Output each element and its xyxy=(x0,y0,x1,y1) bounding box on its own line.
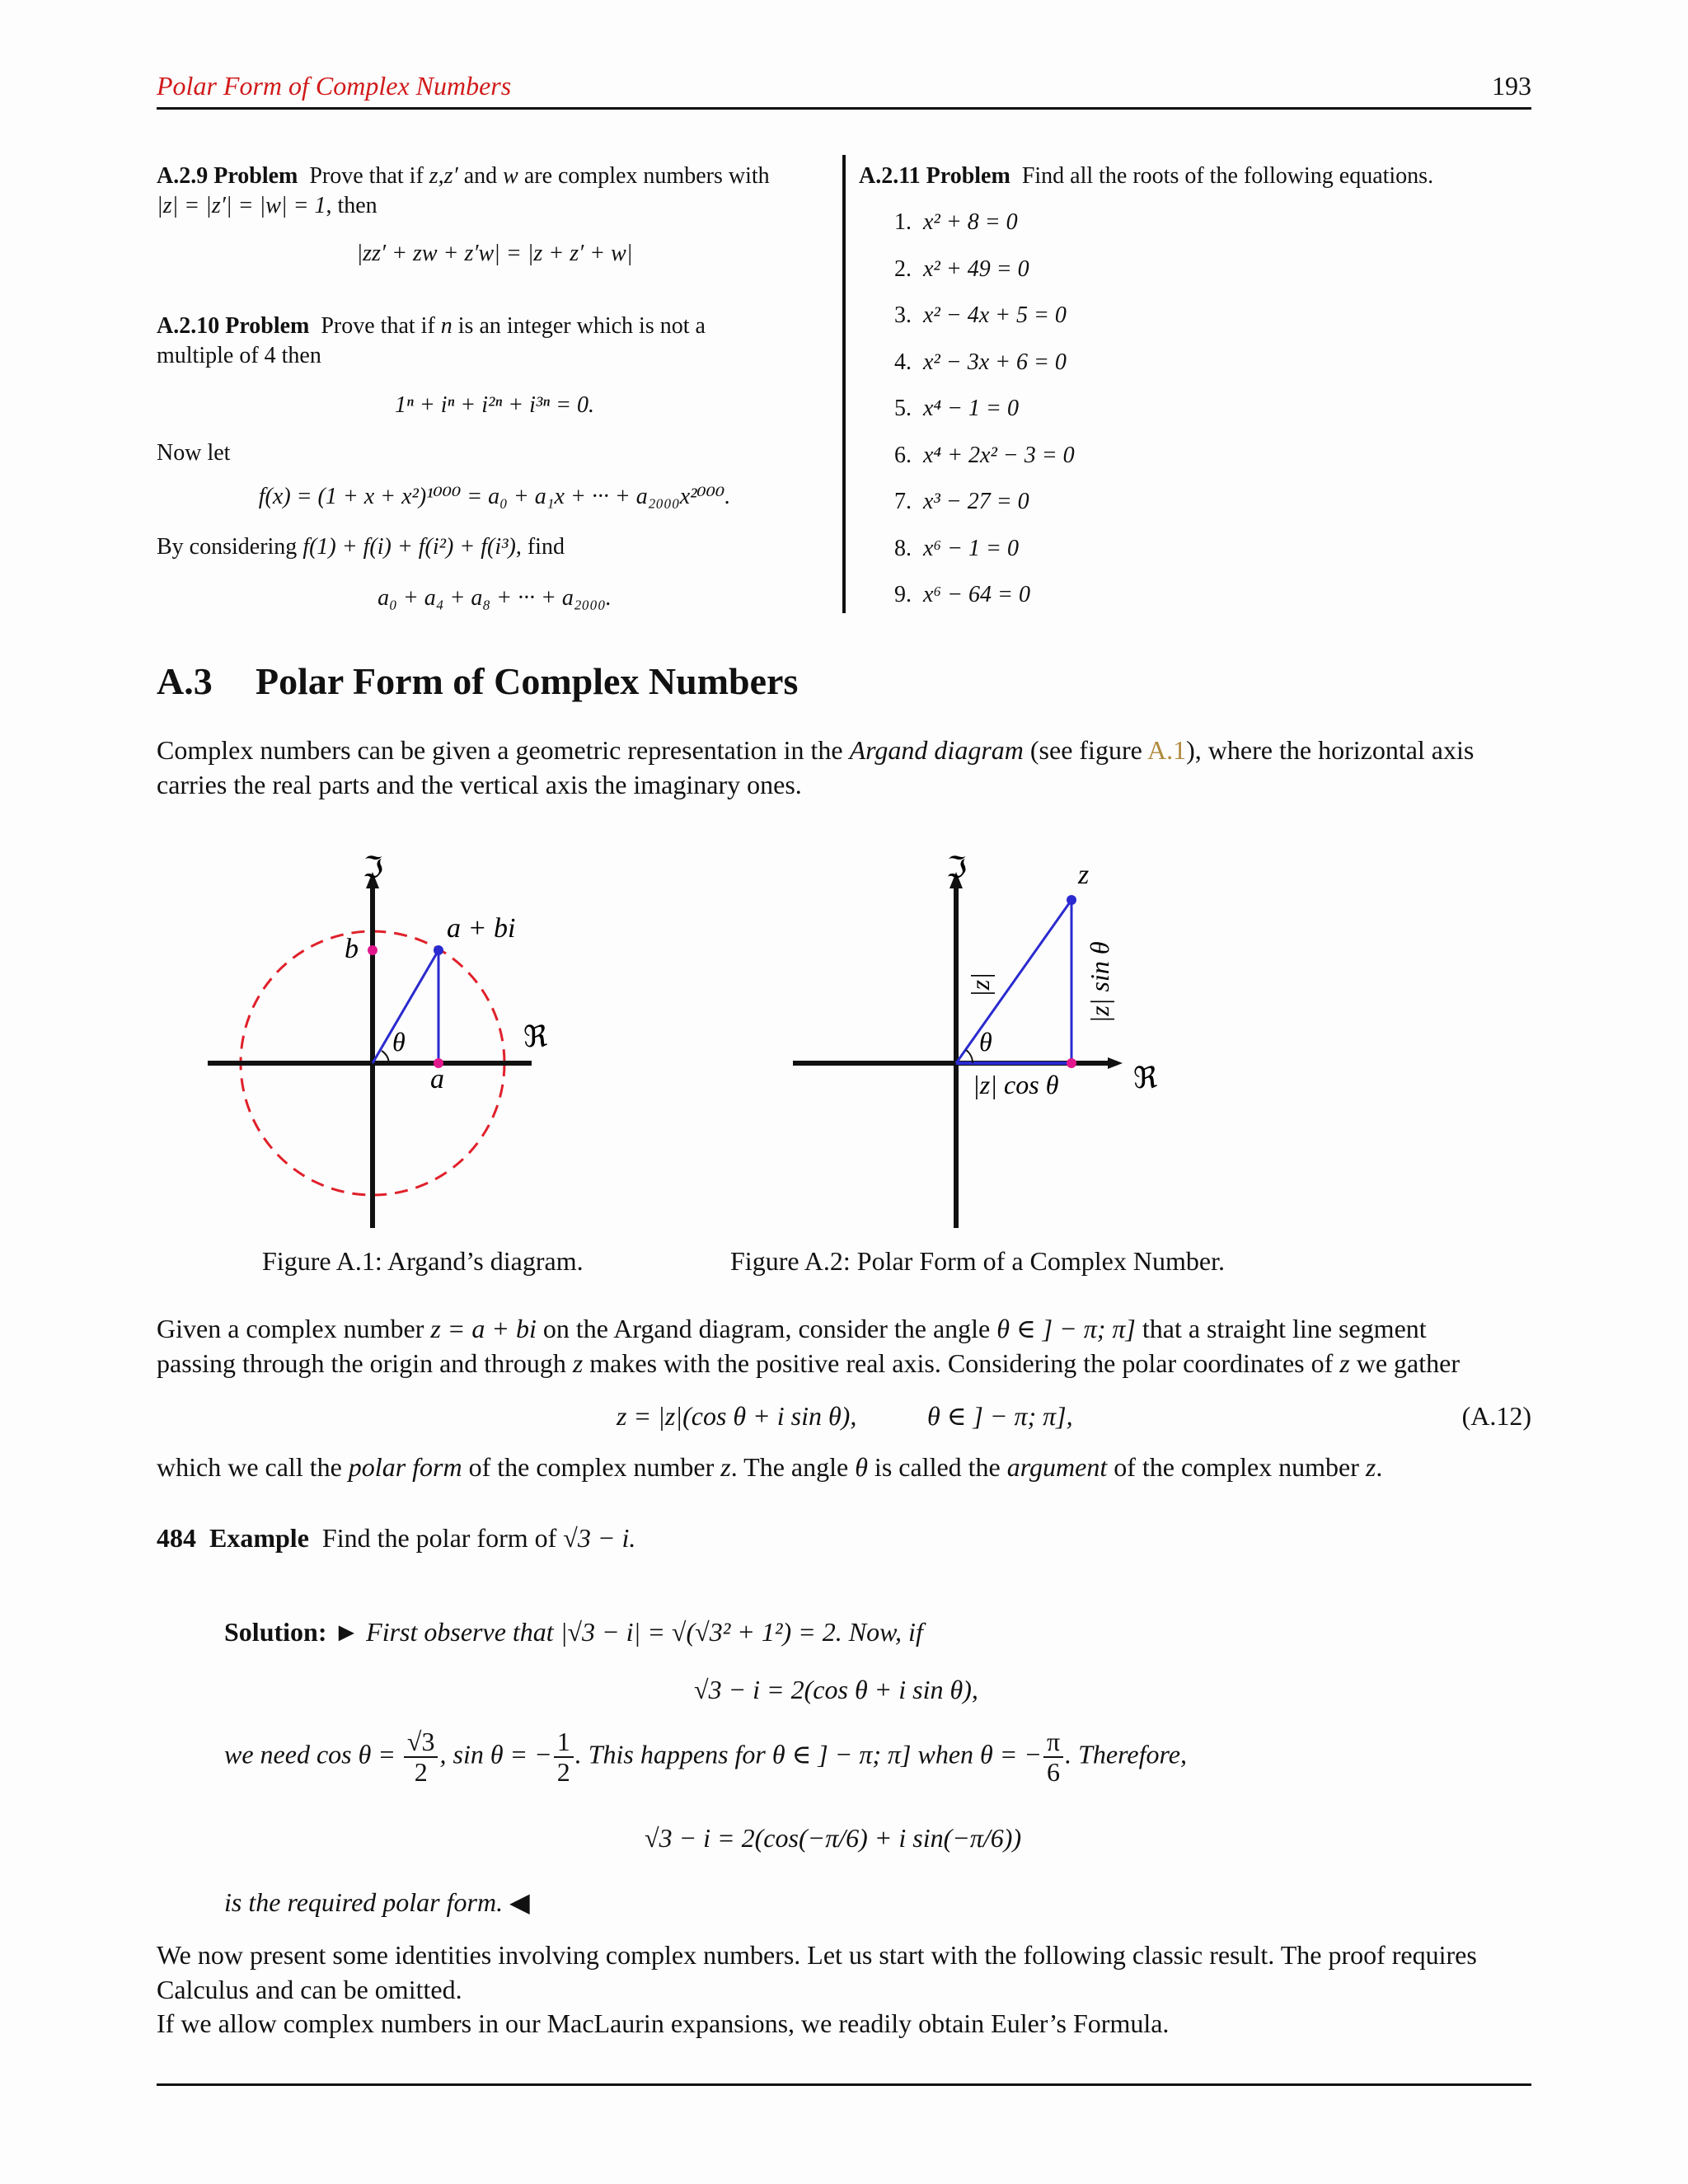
math-inline: θ xyxy=(855,1452,868,1482)
math-inline: z xyxy=(720,1452,731,1482)
problem-text: By considering xyxy=(157,534,298,560)
math-inline: z xyxy=(1339,1347,1350,1378)
foot-marker xyxy=(1067,1058,1076,1068)
modulus-label: |z| xyxy=(965,972,995,998)
now-let: Now let xyxy=(157,440,231,466)
list-item: 4. x² − 3x + 6 = 0 xyxy=(894,349,1067,375)
closing-paragraph xyxy=(157,1938,1541,2041)
body-text: . This happens for xyxy=(574,1739,766,1769)
theta-label: θ xyxy=(392,1027,406,1057)
body-text: Calculus and can be omitted. xyxy=(157,1974,462,2004)
theta-label: θ xyxy=(979,1027,992,1057)
math-inline: cos θ = xyxy=(316,1739,396,1769)
math-inline: z = a + bi xyxy=(430,1314,537,1343)
math-inline: z xyxy=(572,1347,584,1378)
figure-argand xyxy=(198,849,577,1240)
imaginary-label: ℑ xyxy=(946,851,968,884)
problem-text: is an integer which is not a xyxy=(457,313,706,339)
body-text: passing through the origin and through xyxy=(157,1347,566,1378)
body-text: on the Argand diagram, consider the angle xyxy=(542,1314,991,1343)
b-marker xyxy=(368,945,377,955)
polar-equation-range: θ ∈ ] − π; π], xyxy=(927,1401,1073,1431)
list-item: 3. x² − 4x + 5 = 0 xyxy=(894,302,1067,328)
body-text: Find the polar form of xyxy=(321,1523,557,1553)
math-inline: θ ∈ ] − π; π] xyxy=(996,1314,1136,1343)
z-label: z xyxy=(1078,860,1090,890)
body-text: . The angle xyxy=(730,1452,849,1482)
math-inline: θ ∈ ] − π; π] xyxy=(771,1739,912,1769)
equation: √3 − i = 2(cos(−π/6) + i sin(−π/6)) xyxy=(645,1823,1022,1853)
problem-label: A.2.10 Problem xyxy=(157,313,310,339)
math-inline: f(1) + f(i) + f(i²) + f(i³) xyxy=(302,534,516,560)
body-text: We now present some identities involving complex numbers. Let us start with the following classic result. The proof requires xyxy=(157,1940,1477,1970)
math-inline: |√3 − i| = √(√3² + 1²) = 2. xyxy=(560,1617,842,1647)
footer-rule xyxy=(157,2083,1531,2086)
running-title: Polar Form of Complex Numbers xyxy=(157,71,512,101)
body-text: Complex numbers can be given a geometric representation in the xyxy=(157,735,843,765)
equation: |zz′ + zw + z′w| = |z + z′ + w| xyxy=(356,241,633,266)
a-label: a xyxy=(430,1064,444,1094)
problem-text: Prove that if xyxy=(309,163,424,189)
problem-text: Prove that if xyxy=(321,313,435,339)
triangle-left-icon: ◀ xyxy=(509,1887,530,1917)
body-text: ), where the horizontal axis xyxy=(1186,735,1475,765)
body-text: If we allow complex numbers in our MacLaurin expansions, we readily obtain Euler’s Formula. xyxy=(157,2008,1170,2039)
polar-equation: z = |z|(cos θ + i sin θ), xyxy=(617,1401,857,1431)
problem-label: A.2.11 Problem xyxy=(859,163,1010,189)
term: polar form xyxy=(348,1452,462,1482)
body-paragraph: which we call the polar form of the complex number z. The angle θ is called the argument of the complex number z. xyxy=(157,1452,1383,1482)
radius-line xyxy=(373,950,438,1063)
equation: a₀ + a₄ + a₈ + ··· + a₂₀₀₀. xyxy=(377,585,612,611)
term: argument xyxy=(1006,1452,1108,1482)
fraction: $\frac{√3}{2}$ xyxy=(404,1727,438,1787)
example-number: 484 xyxy=(157,1523,196,1553)
example-label: Example xyxy=(209,1523,309,1553)
point-label: a + bi xyxy=(447,913,516,944)
list-item: 8. x⁶ − 1 = 0 xyxy=(894,536,1019,561)
list-item: 9. x⁶ − 64 = 0 xyxy=(894,582,1030,607)
problem-a210 xyxy=(157,312,832,372)
list-item: 7. x³ − 27 = 0 xyxy=(894,489,1029,514)
body-text: when xyxy=(917,1739,974,1769)
figure-caption: Figure A.1: Argand’s diagram. xyxy=(262,1246,584,1276)
example-heading xyxy=(157,1521,635,1556)
b-label: b xyxy=(345,934,359,964)
solution-label: Solution: xyxy=(224,1617,327,1647)
math-inline: w xyxy=(503,163,518,189)
header-rule xyxy=(157,107,1531,110)
term: Argand diagram xyxy=(849,735,1024,765)
body-text: we need xyxy=(224,1739,310,1769)
body-text: carries the real parts and the vertical axis the imaginary ones. xyxy=(157,769,802,799)
math-inline: , sin θ = − xyxy=(439,1739,552,1769)
point-marker xyxy=(434,945,443,955)
body-text: of the complex number xyxy=(1114,1452,1359,1482)
arrow-right-icon xyxy=(1108,1057,1123,1069)
body-paragraph xyxy=(157,1312,1531,1380)
list-item: 5. x⁴ − 1 = 0 xyxy=(894,396,1019,421)
section-intro xyxy=(157,733,1531,802)
math-inline: z,z′ xyxy=(429,163,458,189)
equation: f(x) = (1 + x + x²)¹⁰⁰⁰ = a₀ + a₁x + ··· + a₂₀₀₀x²⁰⁰⁰. xyxy=(258,484,731,509)
section-title: Polar Form of Complex Numbers xyxy=(256,660,799,702)
figure-caption: Figure A.2: Polar Form of a Complex Number. xyxy=(730,1246,1225,1276)
body-text: which we call the xyxy=(157,1452,342,1482)
section-heading xyxy=(157,659,798,703)
imaginary-label: ℑ xyxy=(363,851,384,884)
triangle-right-icon: ► xyxy=(333,1617,360,1647)
solution-end xyxy=(224,1886,530,1920)
body-text: (see figure xyxy=(1029,735,1142,765)
cos-label: |z| cos θ xyxy=(973,1070,1059,1099)
argand-diagram xyxy=(198,849,577,1236)
real-label: ℜ xyxy=(523,1020,548,1053)
polar-diagram xyxy=(783,849,1179,1236)
fraction: $\frac{1}{2}$ xyxy=(554,1727,574,1787)
by-considering-line xyxy=(157,532,832,562)
problem-label: A.2.9 Problem xyxy=(157,163,298,189)
equation: 1ⁿ + iⁿ + i²ⁿ + i³ⁿ = 0. xyxy=(395,392,594,418)
equation: √3 − i = 2(cos θ + i sin θ), xyxy=(694,1675,978,1704)
body-text: of the complex number xyxy=(468,1452,715,1482)
sin-label: |z| sin θ xyxy=(1085,941,1114,1024)
problem-text: , find xyxy=(515,534,565,560)
problem-a29 xyxy=(157,162,832,222)
list-item: 6. x⁴ + 2x² − 3 = 0 xyxy=(894,443,1075,468)
section-number: A.3 xyxy=(157,660,213,702)
math-inline: √3 − i. xyxy=(563,1523,636,1553)
list-item: 1. x² + 8 = 0 xyxy=(894,209,1018,235)
problem-text: and xyxy=(463,163,498,189)
problem-text: , then xyxy=(326,193,377,219)
list-item: 2. x² + 49 = 0 xyxy=(894,256,1029,282)
math-inline: z xyxy=(1365,1452,1376,1482)
math-inline: |z| = |z′| = |w| = 1 xyxy=(157,193,326,219)
body-text: . Therefore, xyxy=(1065,1739,1187,1769)
point-marker xyxy=(1067,895,1076,905)
body-text: Now, if xyxy=(848,1617,923,1647)
body-text: that a straight line segment xyxy=(1142,1314,1427,1343)
math-inline: n xyxy=(440,313,452,339)
column-divider xyxy=(842,155,846,613)
body-text: First observe that xyxy=(366,1617,554,1647)
real-label: ℜ xyxy=(1133,1062,1158,1094)
problem-text: multiple of 4 then xyxy=(157,343,321,369)
figure-polar xyxy=(783,849,1179,1240)
solution-line xyxy=(224,1615,923,1650)
problem-a211 xyxy=(859,162,1531,191)
equation-number: (A.12) xyxy=(1461,1401,1531,1431)
problem-text: Find all the roots of the following equations. xyxy=(1021,163,1434,189)
body-text: we gather xyxy=(1356,1347,1460,1378)
body-text: makes with the positive real axis. Considering the polar coordinates of xyxy=(589,1347,1334,1378)
fraction: $\frac{\pi}{6}$ xyxy=(1043,1727,1063,1787)
body-text: is called the xyxy=(874,1452,1001,1482)
page-number: 193 xyxy=(1492,71,1531,101)
figure-link[interactable]: A.1 xyxy=(1147,735,1187,765)
body-text: Given a complex number xyxy=(157,1314,424,1343)
problem-text: are complex numbers with xyxy=(523,163,770,189)
body-text: is the required polar form. xyxy=(224,1887,504,1917)
math-inline: θ = − xyxy=(980,1739,1042,1769)
solution-line xyxy=(224,1727,1296,1793)
